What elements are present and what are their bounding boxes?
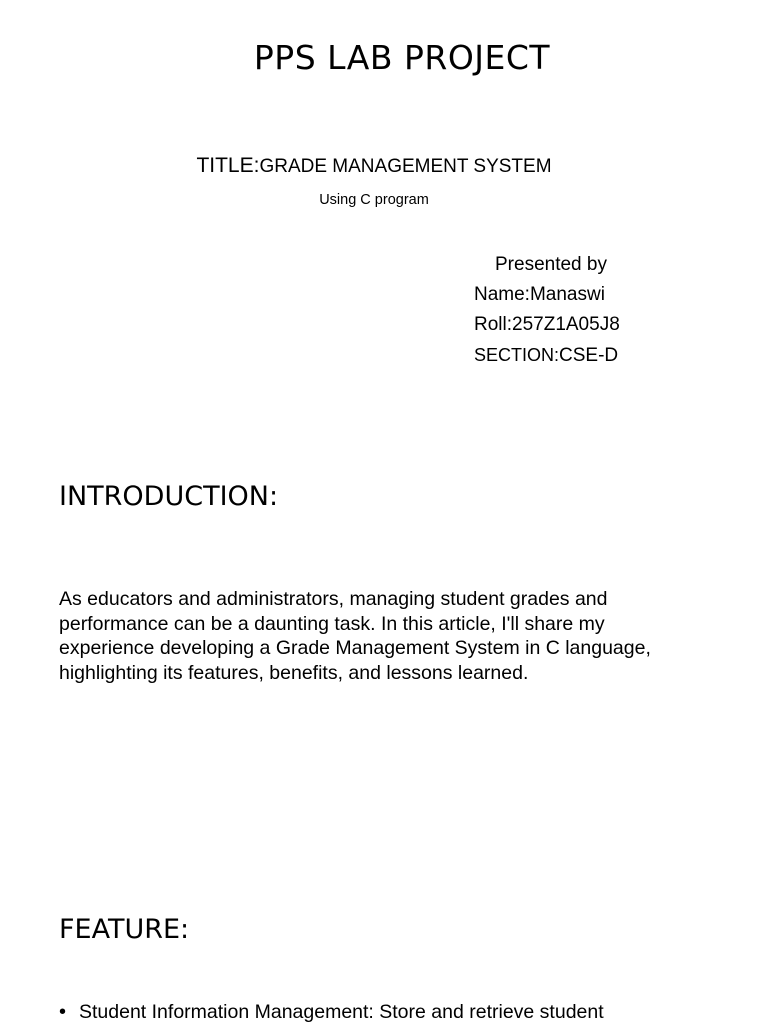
section-label: SECTION: [474,345,560,365]
title-text: GRADE MANAGEMENT SYSTEM [259,156,552,177]
paragraph-line: highlighting its features, benefits, and lessons learned. [59,661,529,684]
paragraph-line: performance can be a daunting task. In this article, I'll share my [59,612,605,635]
bullet-icon: • [59,1001,67,1023]
paragraph-line: experience developing a Grade Management System in C language, [59,637,651,659]
feature-item-text: Student Information Management: Store and retrieve student [79,1001,604,1023]
presented-by: Presented by [495,254,607,275]
presenter-section [474,345,618,367]
document-title [0,154,748,178]
feature-list-item [59,1001,604,1024]
presenter-roll: Roll:257Z1A05J8 [474,314,620,335]
section-value: CSE-D [559,345,619,366]
feature-heading: FEATURE: [59,914,190,945]
title-label: TITLE: [196,154,260,177]
project-title: PPS LAB PROJECT [253,38,551,77]
presenter-name: Name:Manaswi [474,284,605,305]
introduction-paragraph [59,587,719,685]
introduction-heading: INTRODUCTION: [59,481,279,512]
paragraph-line: As educators and administrators, managing student grades and [59,588,608,610]
subtitle: Using C program [319,192,429,208]
